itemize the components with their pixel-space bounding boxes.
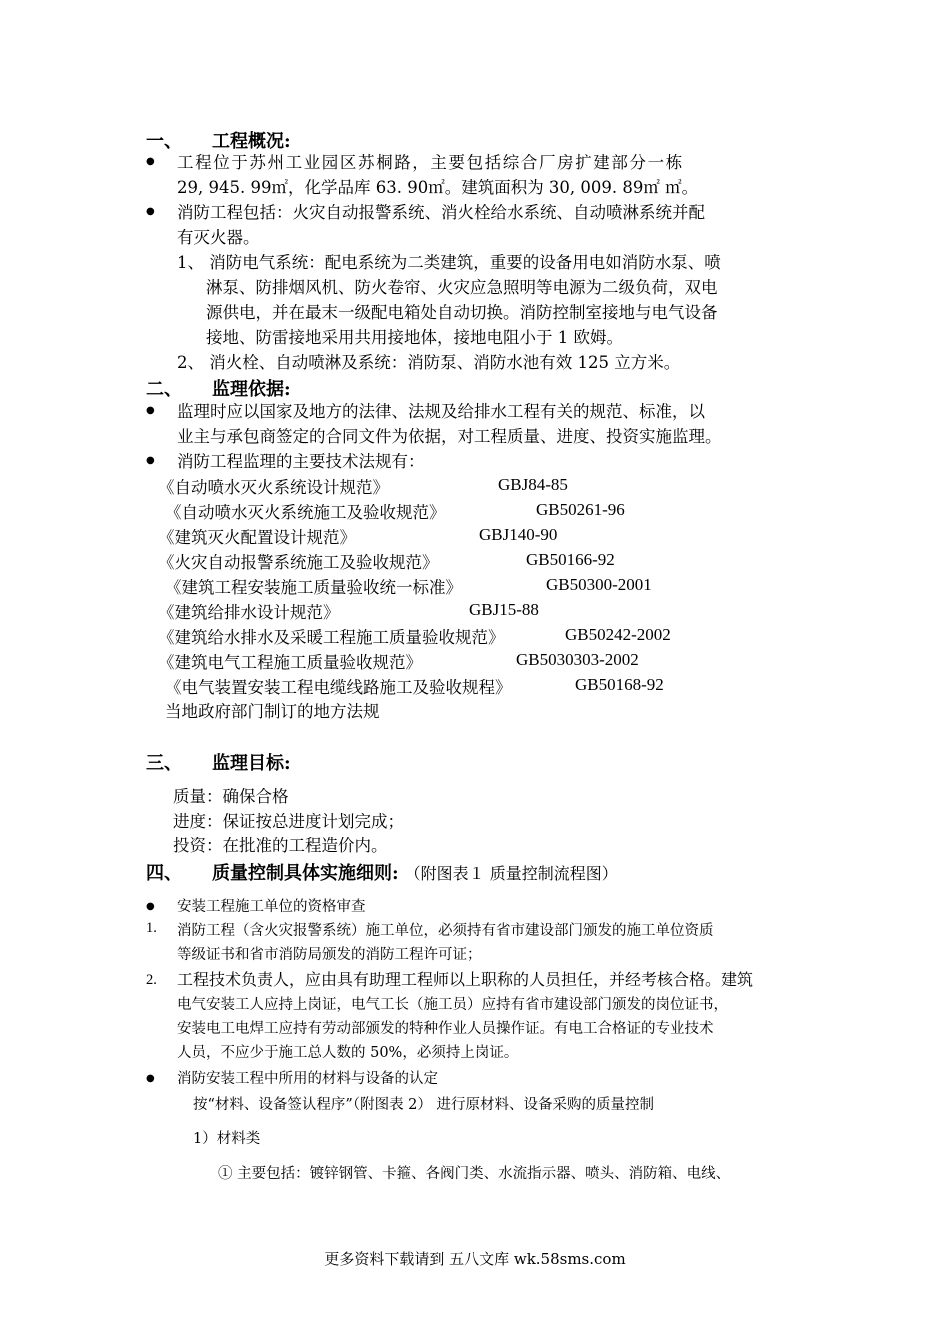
paragraph-line: 有灭火器。 — [177, 228, 260, 247]
bullet-icon: ● — [146, 455, 155, 466]
list-item-line: 1、 消防电气系统：配电系统为二类建筑，重要的设备用电如消防水泵、喷 — [177, 253, 721, 272]
section-title: 工程概况: — [212, 131, 291, 152]
section-number: 二、 — [146, 379, 182, 400]
section-title: 质量控制具体实施细则: — [212, 863, 399, 884]
list-number: 1. — [146, 920, 157, 936]
standard-name: 《自动喷水灭火系统设计规范》 — [158, 478, 389, 497]
standard-name: 《火灾自动报警系统施工及验收规范》 — [158, 553, 439, 572]
section-title: 监理目标: — [212, 753, 291, 774]
standard-code: GB50261-96 — [536, 500, 625, 519]
bullet-icon: ● — [146, 156, 155, 167]
standard-name: 《建筑灭火配置设计规范》 — [158, 528, 356, 547]
paragraph-line: 监理时应以国家及地方的法律、法规及给排水工程有关的规范、标准，以 — [177, 402, 705, 421]
standard-code: GBJ140-90 — [479, 525, 558, 544]
standard-name: 《电气装置安装工程电缆线路施工及验收规程》 — [165, 678, 512, 697]
list-item-line: 淋泵、防排烟风机、防火卷帘、火灾应急照明等电源为二级负荷，双电 — [206, 278, 718, 297]
section-number: 三、 — [146, 753, 182, 774]
goal-quality: 质量：确保合格 — [173, 787, 289, 806]
section-note: （附图表１ 质量控制流程图） — [404, 864, 618, 883]
paragraph-line: 按“材料、设备签认程序”（附图表 2） 进行原材料、设备采购的质量控制 — [193, 1097, 655, 1113]
bullet-icon: ● — [146, 405, 155, 416]
paragraph-line: 人员，不应少于施工总人数的 50%，必须持上岗证。 — [177, 1045, 519, 1061]
paragraph-line: 消防工程（含火灾报警系统）施工单位，必须持有省市建设部门颁发的施工单位资质 — [177, 923, 714, 939]
sub-heading: 1）材料类 — [193, 1131, 261, 1147]
paragraph-line: 安装工程施工单位的资格审查 — [177, 899, 366, 915]
section-number: 四、 — [146, 863, 182, 884]
paragraph-line: 安装电工电焊工应持有劳动部颁发的特种作业人员操作证。有电工合格证的专业技术 — [177, 1021, 714, 1037]
bullet-icon: ● — [146, 206, 155, 217]
section-number: 一、 — [146, 131, 182, 152]
standard-code: GBJ15-88 — [469, 600, 539, 619]
list-number: 2. — [146, 972, 157, 988]
paragraph-line: 当地政府部门制订的地方法规 — [165, 702, 380, 721]
paragraph-line: 29, 945. 99㎡，化学品库 63. 90㎡。建筑面积为 30, 009. 89㎡ ㎡。 — [177, 178, 699, 197]
bullet-icon: ● — [146, 1073, 155, 1084]
goal-schedule: 进度：保证按总进度计划完成； — [173, 812, 404, 831]
standard-code: GB50242-2002 — [565, 625, 671, 644]
goal-cost: 投资：在批准的工程造价内。 — [173, 836, 388, 855]
paragraph-line: 工程技术负责人，应由具有助理工程师以上职称的人员担任，并经考核合格。建筑 — [177, 970, 754, 989]
standard-name: 《自动喷水灭火系统施工及验收规范》 — [165, 503, 446, 522]
section-heading-4 — [146, 859, 618, 885]
paragraph-line: 电气安装工人应持上岗证，电气工长（施工员）应持有省市建设部门颁发的岗位证书， — [177, 997, 728, 1013]
section-heading-2 — [146, 375, 291, 401]
standard-code: GB50166-92 — [526, 550, 615, 569]
standard-code: GB50168-92 — [575, 675, 664, 694]
paragraph-line: 等级证书和省市消防局颁发的消防工程许可证； — [177, 947, 482, 963]
standard-name: 《建筑电气工程施工质量验收规范》 — [158, 653, 422, 672]
page-footer: 更多资料下载请到 五八文库 wk.58sms.com — [324, 1250, 626, 1268]
standard-code: GBJ84-85 — [498, 475, 568, 494]
standard-name: 《建筑给排水设计规范》 — [158, 603, 340, 622]
list-item-line: 接地、防雷接地采用共用接地体，接地电阻小于 1 欧姆。 — [206, 328, 623, 347]
list-item-line: 源供电，并在最末一级配电箱处自动切换。消防控制室接地与电气设备 — [206, 303, 718, 322]
paragraph-line: 业主与承包商签定的合同文件为依据，对工程质量、进度、投资实施监理。 — [177, 427, 722, 446]
section-heading-3 — [146, 749, 291, 775]
standard-code: GB5030303-2002 — [516, 650, 639, 669]
list-item-line: 2、 消火栓、自动喷淋及系统：消防泵、消防水池有效 125 立方米。 — [177, 353, 681, 372]
standard-name: 《建筑工程安装施工质量验收统一标准》 — [165, 578, 462, 597]
paragraph-line: 消防安装工程中所用的材料与设备的认定 — [177, 1071, 438, 1087]
standard-name: 《建筑给水排水及采暖工程施工质量验收规范》 — [158, 628, 505, 647]
paragraph-line: 工程位于苏州工业园区苏桐路，主要包括综合厂房扩建部分一栋 — [177, 153, 684, 172]
paragraph-line: 消防工程监理的主要技术法规有： — [177, 452, 425, 471]
paragraph-line: 消防工程包括：火灾自动报警系统、消火栓给水系统、自动喷淋系统并配 — [177, 203, 705, 222]
bullet-icon: ● — [146, 901, 155, 912]
paragraph-line: ① 主要包括：镀锌钢管、卡箍、各阀门类、水流指示器、喷头、消防箱、电线、 — [218, 1166, 731, 1182]
section-title: 监理依据: — [212, 379, 291, 400]
standard-code: GB50300-2001 — [546, 575, 652, 594]
